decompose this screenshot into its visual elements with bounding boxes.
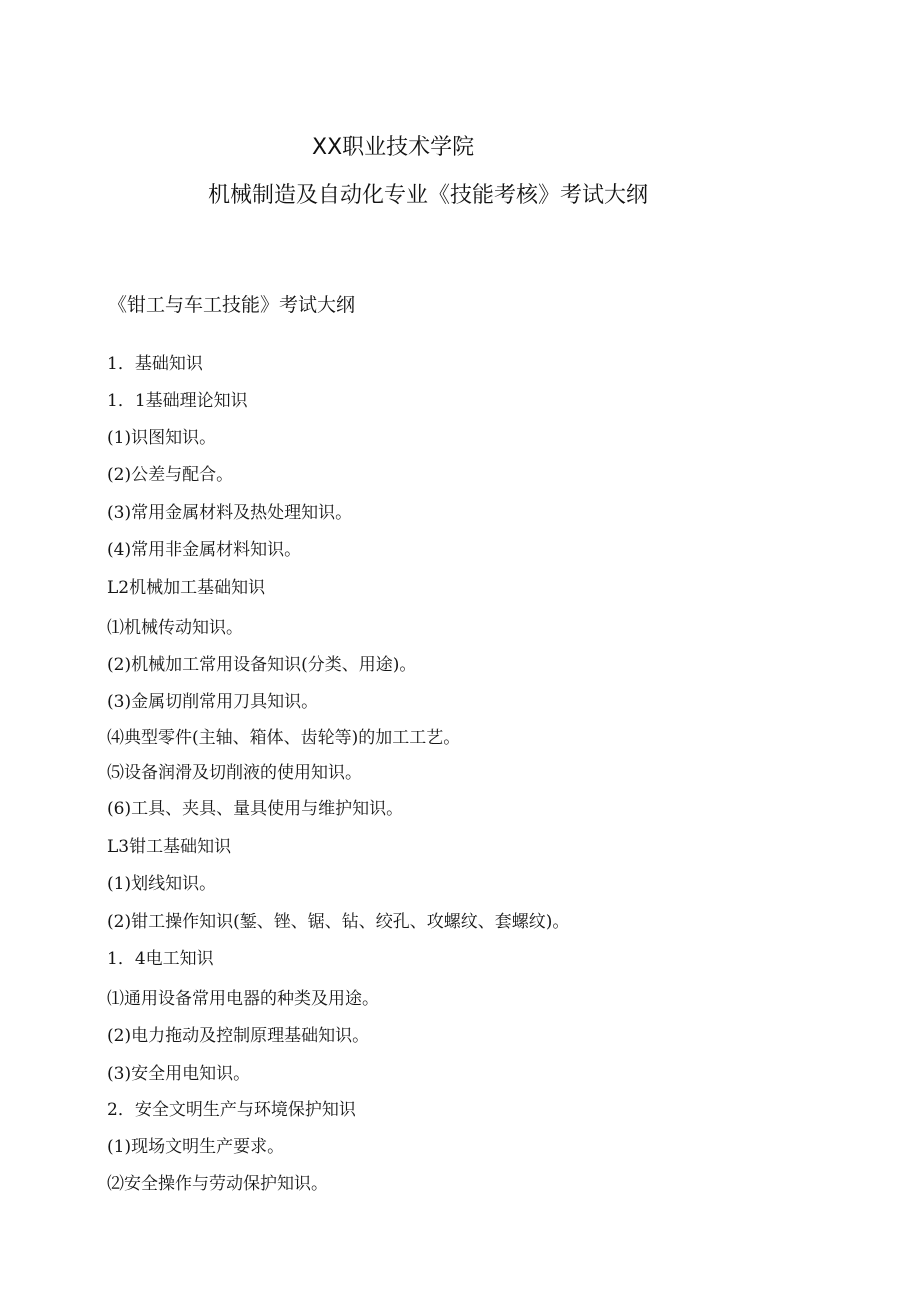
list-item: (1)现场文明生产要求。 — [107, 1137, 285, 1157]
section-title: 《钳工与车工技能》考试大纲 — [108, 294, 356, 316]
list-item: (6)工具、夹具、量具使用与维护知识。 — [107, 799, 404, 819]
heading-machining-knowledge: L2机械加工基础知识 — [107, 578, 266, 598]
list-item: (1)划线知识。 — [107, 874, 217, 894]
list-item: ⑸设备润滑及切削液的使用知识。 — [107, 763, 362, 783]
list-item: (2)公差与配合。 — [107, 465, 234, 485]
heading-theory-knowledge: 1．1基础理论知识 — [107, 391, 248, 411]
list-item: (1)识图知识。 — [107, 428, 217, 448]
heading-fitter-knowledge: L3钳工基础知识 — [107, 837, 232, 857]
heading-electrical-knowledge: 1．4电工知识 — [107, 949, 214, 969]
main-title: 机械制造及自动化专业《技能考核》考试大纲 — [208, 183, 649, 208]
list-item: (2)机械加工常用设备知识(分类、用途)。 — [107, 655, 417, 675]
heading-safety-knowledge: 2．安全文明生产与环境保护知识 — [107, 1100, 356, 1120]
list-item: (3)金属切削常用刀具知识。 — [107, 692, 319, 712]
list-item: (3)常用金属材料及热处理知识。 — [107, 503, 353, 523]
list-item: (4)常用非金属材料知识。 — [107, 540, 302, 560]
list-item: ⑵安全操作与劳动保护知识。 — [107, 1174, 328, 1194]
list-item: ⑷典型零件(主轴、箱体、齿轮等)的加工工艺。 — [107, 728, 461, 748]
list-item: (3)安全用电知识。 — [107, 1064, 251, 1084]
list-item: (2)电力拖动及控制原理基础知识。 — [107, 1026, 370, 1046]
list-item: (2)钳工操作知识(錾、锉、锯、钻、绞孔、攻螺纹、套螺纹)。 — [107, 912, 570, 932]
list-item: ⑴机械传动知识。 — [107, 618, 243, 638]
school-title: XX职业技术学院 — [312, 135, 475, 160]
list-item: ⑴通用设备常用电器的种类及用途。 — [107, 989, 379, 1009]
heading-basic-knowledge: 1．基础知识 — [107, 354, 203, 374]
